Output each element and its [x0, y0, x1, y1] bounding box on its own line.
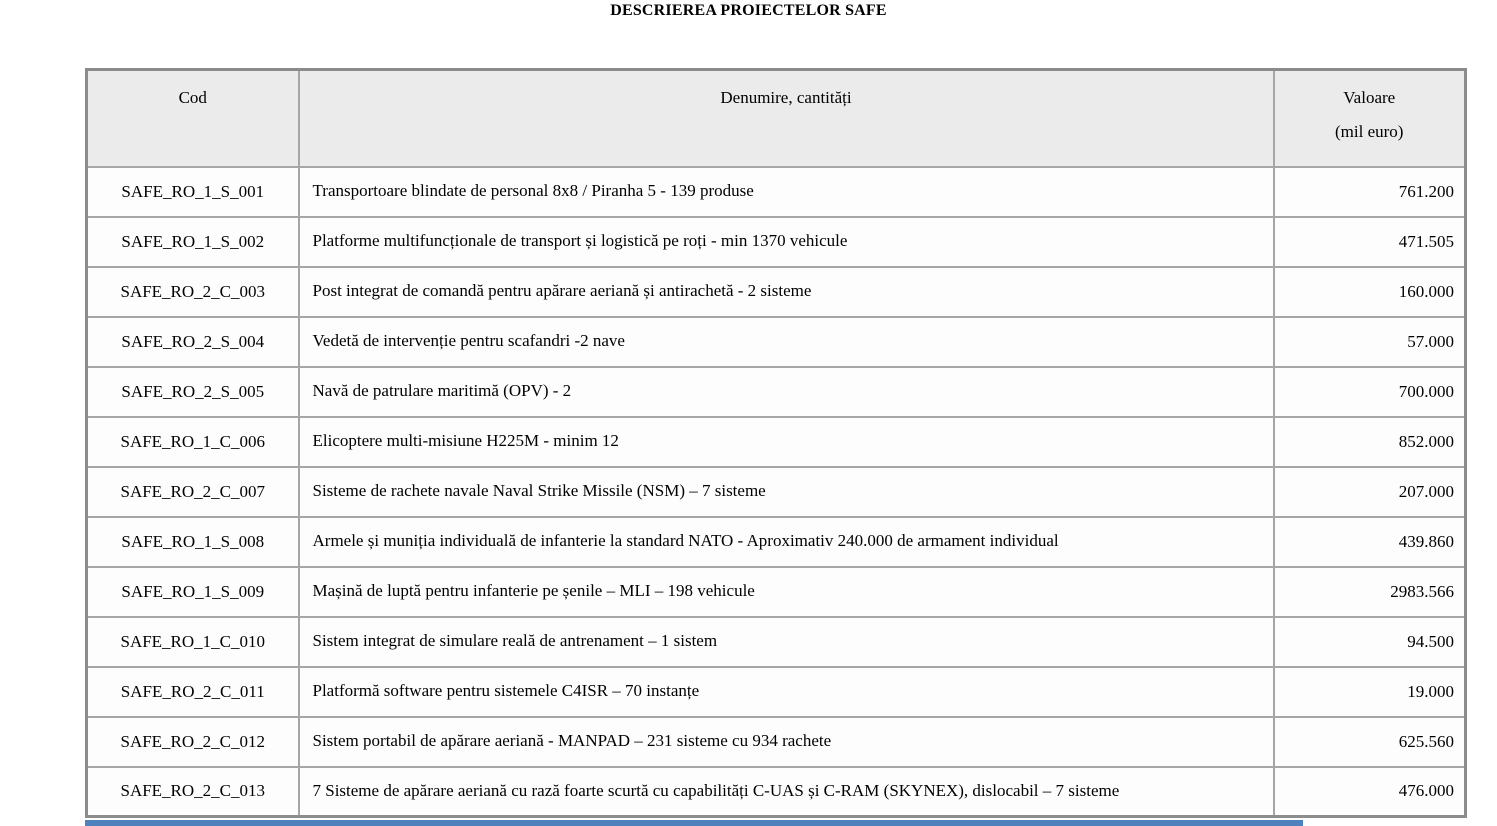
table-row: [87, 617, 1466, 667]
table-row: [87, 667, 1466, 717]
project-description-cell: Sistem integrat de simulare reală de antrenament – 1 sistem: [299, 617, 1274, 667]
project-value-cell: 761.200: [1274, 167, 1466, 217]
project-description-cell: Elicoptere multi-misiune H225M - minim 12: [299, 417, 1274, 467]
project-value-cell: 625.560: [1274, 717, 1466, 767]
project-code-cell: SAFE_RO_2_S_004: [87, 317, 299, 367]
project-description-cell: 7 Sisteme de apărare aeriană cu rază foarte scurtă cu capabilități C-UAS și C-RAM (SKYNEX), dislocabil – 7 sisteme: [299, 767, 1274, 817]
project-description-cell: Navă de patrulare maritimă (OPV) - 2: [299, 367, 1274, 417]
table-row: [87, 517, 1466, 567]
projects-table: [85, 68, 1467, 818]
project-value-cell: 207.000: [1274, 467, 1466, 517]
project-code-cell: SAFE_RO_2_S_005: [87, 367, 299, 417]
project-value-cell: 2983.566: [1274, 567, 1466, 617]
project-description-cell: Mașină de luptă pentru infanterie pe șenile – MLI – 198 vehicule: [299, 567, 1274, 617]
project-code-cell: SAFE_RO_2_C_012: [87, 717, 299, 767]
project-description-cell: Transportoare blindate de personal 8x8 / Piranha 5 - 139 produse: [299, 167, 1274, 217]
table-row: [87, 717, 1466, 767]
project-code-cell: SAFE_RO_2_C_007: [87, 467, 299, 517]
project-description-cell: Post integrat de comandă pentru apărare aeriană și antirachetă - 2 sisteme: [299, 267, 1274, 317]
table-row: [87, 367, 1466, 417]
project-value-cell: 94.500: [1274, 617, 1466, 667]
project-value-cell: 700.000: [1274, 367, 1466, 417]
project-code-cell: SAFE_RO_1_S_009: [87, 567, 299, 617]
project-description-cell: Sisteme de rachete navale Naval Strike Missile (NSM) – 7 sisteme: [299, 467, 1274, 517]
table-row: [87, 317, 1466, 367]
project-code-cell: SAFE_RO_2_C_013: [87, 767, 299, 817]
project-code-cell: SAFE_RO_1_S_002: [87, 217, 299, 267]
next-section-bar: [85, 820, 1303, 826]
project-code-cell: SAFE_RO_1_C_006: [87, 417, 299, 467]
table-row: [87, 567, 1466, 617]
project-value-cell: 19.000: [1274, 667, 1466, 717]
project-value-cell: 476.000: [1274, 767, 1466, 817]
project-value-cell: 439.860: [1274, 517, 1466, 567]
project-description-cell: Armele și muniția individuală de infanterie la standard NATO - Aproximativ 240.000 de armament individual: [299, 517, 1274, 567]
table-row: [87, 267, 1466, 317]
table-header-row: [87, 70, 1466, 167]
project-value-cell: 57.000: [1274, 317, 1466, 367]
project-code-cell: SAFE_RO_1_S_001: [87, 167, 299, 217]
project-code-cell: SAFE_RO_2_C_011: [87, 667, 299, 717]
project-value-cell: 852.000: [1274, 417, 1466, 467]
column-header-denumire: Denumire, cantități: [299, 70, 1274, 167]
document-title: DESCRIEREA PROIECTELOR SAFE: [610, 2, 887, 19]
project-description-cell: Platformă software pentru sistemele C4ISR – 70 instanțe: [299, 667, 1274, 717]
table-row: [87, 767, 1466, 817]
table-row: [87, 217, 1466, 267]
project-code-cell: SAFE_RO_2_C_003: [87, 267, 299, 317]
project-description-cell: Sistem portabil de apărare aeriană - MANPAD – 231 sisteme cu 934 rachete: [299, 717, 1274, 767]
project-value-cell: 471.505: [1274, 217, 1466, 267]
table-row: [87, 167, 1466, 217]
table-body: [87, 167, 1466, 817]
table-row: [87, 467, 1466, 517]
column-header-cod: Cod: [87, 70, 299, 167]
column-header-valoare: [1274, 70, 1466, 167]
table-row: [87, 417, 1466, 467]
column-header-valoare-line2: (mil euro): [1335, 122, 1404, 141]
column-header-valoare-line1: Valoare: [1343, 88, 1396, 107]
project-description-cell: Vedetă de intervenție pentru scafandri -2 nave: [299, 317, 1274, 367]
project-description-cell: Platforme multifuncționale de transport și logistică pe roți - min 1370 vehicule: [299, 217, 1274, 267]
project-value-cell: 160.000: [1274, 267, 1466, 317]
project-code-cell: SAFE_RO_1_S_008: [87, 517, 299, 567]
project-code-cell: SAFE_RO_1_C_010: [87, 617, 299, 667]
